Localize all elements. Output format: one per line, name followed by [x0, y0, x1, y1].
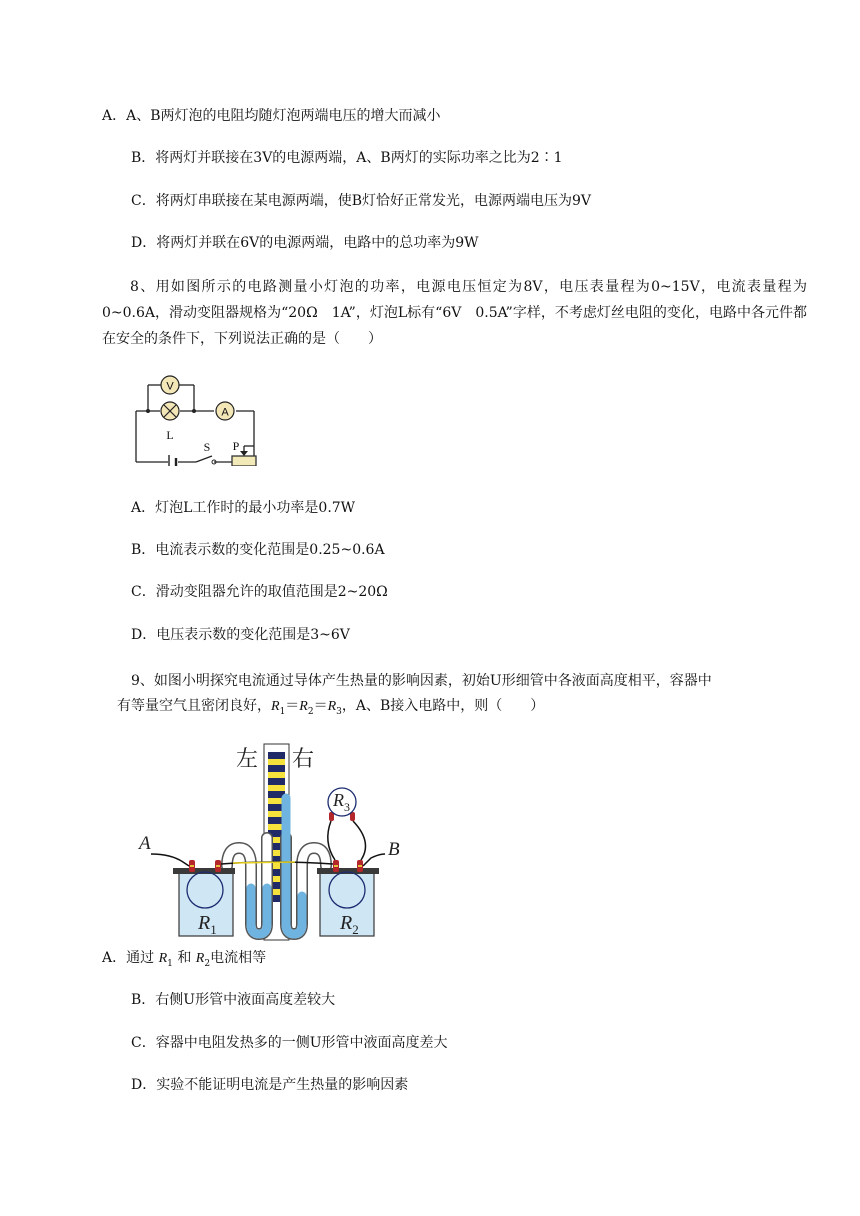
terminal-a-label: A — [139, 833, 151, 854]
label-right: 右 — [291, 747, 315, 772]
q9-experiment-diagram — [135, 738, 420, 943]
r2-label: $R_2$ — [340, 912, 359, 937]
q8-option-a: A．灯泡L工作时的最小功率是0.7W — [131, 500, 356, 516]
r1-label: $R_1$ — [198, 912, 217, 937]
q7-option-a: A．A、B两灯泡的电阻均随灯泡两端电压的增大而减小 — [102, 108, 441, 124]
slider-label: P — [232, 439, 240, 453]
q9-stem-line1: 9、如图小明探究电流通过导体产生热量的影响因素，初始U形细管中各液面高度相平，容器中 — [131, 673, 712, 689]
label-left: 左 — [235, 747, 259, 772]
ammeter-label: A — [221, 406, 229, 419]
r3-label: $R_3$ — [333, 790, 350, 814]
q9-option-a: A．通过 $R_1$ 和 $R_2$电流相等 — [102, 950, 267, 969]
q9-option-b: B．右侧U形管中液面高度差较大 — [131, 992, 336, 1008]
q7-option-b: B．将两灯并联接在3V的电源两端，A、B两灯的实际功率之比为2∶1 — [131, 150, 563, 166]
q7-option-c: C．将两灯串联接在某电源两端，使B灯恰好正常发光，电源两端电压为9V — [131, 193, 592, 209]
q8-circuit-diagram — [132, 370, 262, 466]
q7-option-d: D．将两灯并联在6V的电源两端，电路中的总功率为9W — [131, 235, 479, 251]
voltmeter-label: V — [166, 380, 174, 393]
q8-option-b: B．电流表示数的变化范围是0.25~0.6A — [131, 542, 385, 558]
lamp-label: L — [166, 428, 174, 442]
q9-stem-line2: 有等量空气且密闭良好，$R_1=R_2=R_3$，A、B接入电路中，则（ ） — [117, 698, 545, 717]
q8-option-d: D．电压表示数的变化范围是3~6V — [131, 627, 350, 643]
q9-option-c: C．容器中电阻发热多的一侧U形管中液面高度差大 — [131, 1035, 448, 1051]
terminal-b-label: B — [388, 839, 400, 860]
q9-option-d: D．实验不能证明电流是产生热量的影响因素 — [131, 1077, 409, 1093]
q8-option-c: C．滑动变阻器允许的取值范围是2~20Ω — [131, 584, 388, 600]
switch-label: S — [203, 440, 211, 454]
q8-stem: 8、用如图所示的电路测量小灯泡的功率，电源电压恒定为8V，电压表量程为0~15V，电流表量程为0~0.6A，滑动变阻器规格为“20Ω 1A”，灯泡L标有“6V 0.5A”字样，不考虑灯丝电阻的变化，电路中各元件都在安全的条件下，下列说法正确的是（ ） — [102, 279, 807, 347]
